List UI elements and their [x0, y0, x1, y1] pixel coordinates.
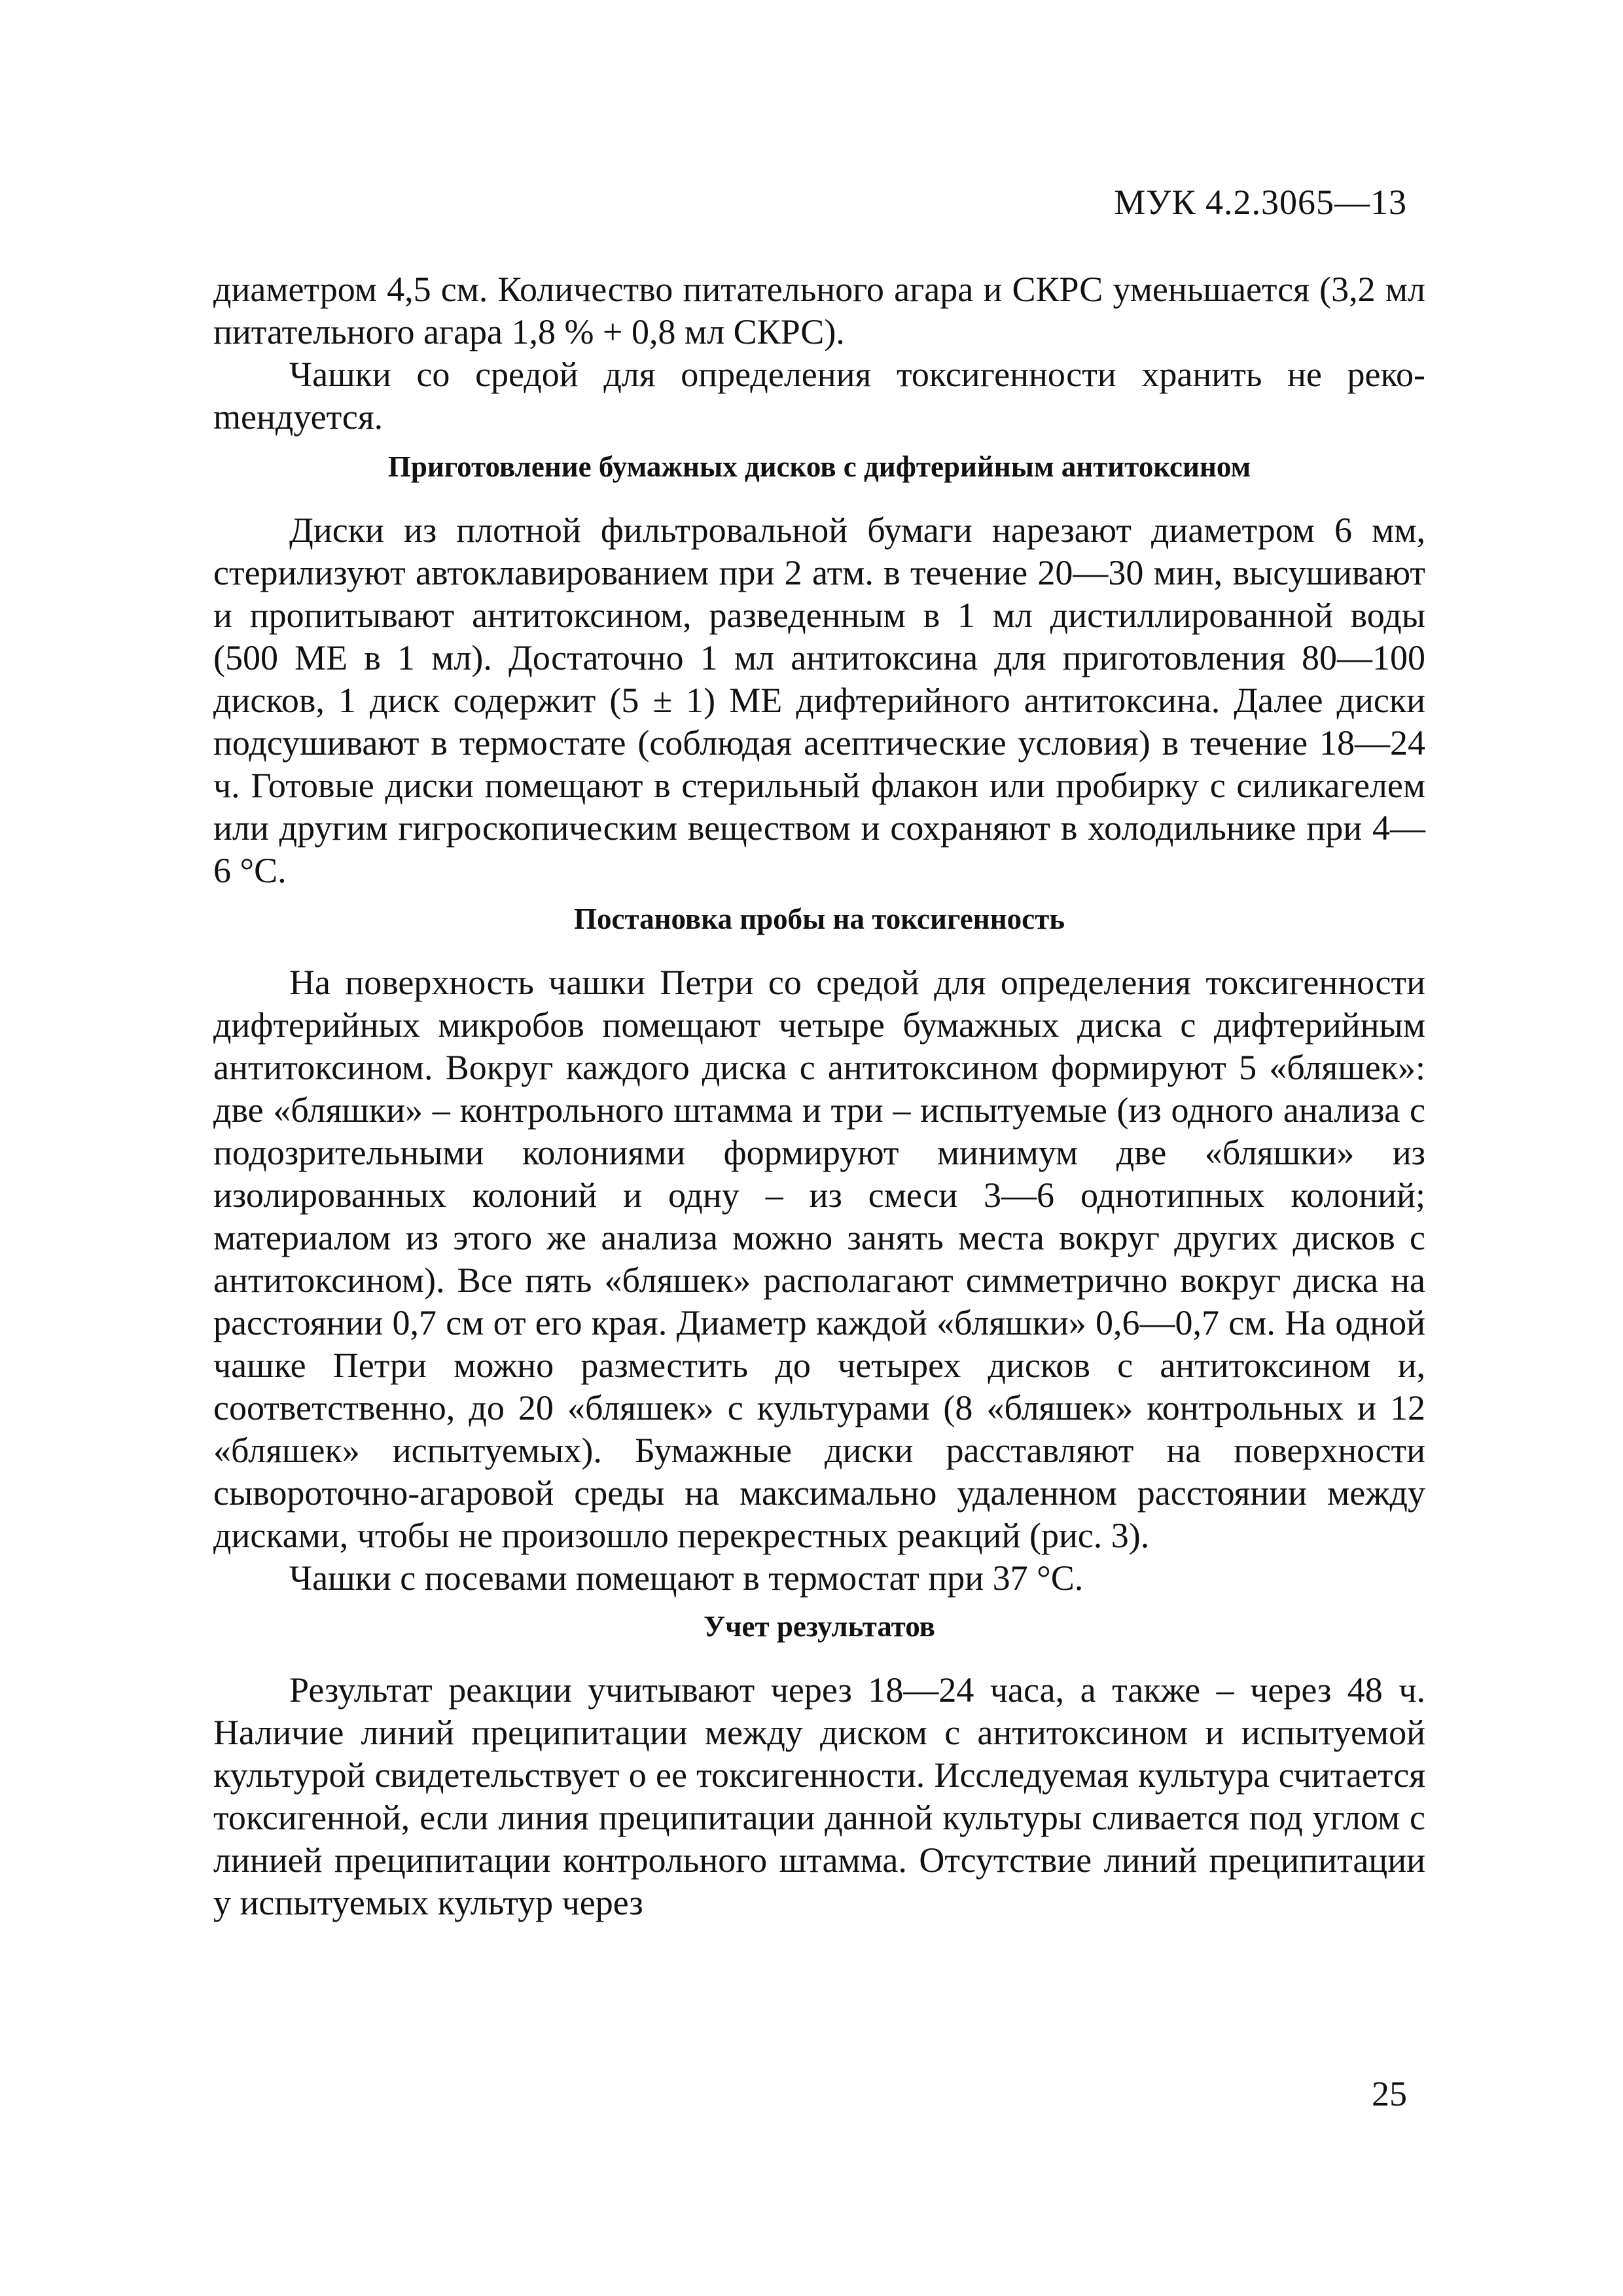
paragraph-test-procedure: На поверхность чашки Петри со средой для определения токсигенности дифтерийных микробов помещают четыре бумажных диска с дифтерийным антитоксином. Вокруг каждого диска с антитоксином формируют 5 «бляшек»: две «бляшки» – контрольного штамма и три – испытуемые (из одного анализа с подозрительными колониями формируют минимум две «бляшки» из изолированных колоний и одну – из смеси 3—6 однотипных колоний; материалом из этого же анализа можно занять места вокруг других дисков с антитоксином). Все пять «бляшек» располагают симметрично вокруг диска на расстоянии 0,7 см от его края. Диаметр каждой «бляшки» 0,6—0,7 см. На одной чашке Петри можно разместить до четырех дисков с антитоксином и, соответственно, до 20 «бляшек» с культурами (8 «бляшек» контрольных и 12 «бляшек» испытуемых). Бумажные диски расставляют на поверхности сывороточно-агаровой среды на максимально удаленном расстоянии между дисками, чтобы не произошло перекрестных реакций (рис. 3).	[213, 963, 1425, 1555]
paragraph-continued: диаметром 4,5 см. Количество питательного агара и СКРС уменьшается (3,2 мл питательного агара 1,8 % + 0,8 мл СКРС).	[213, 270, 1425, 351]
paragraph-incubation: Чашки с посевами помещают в термостат при 37 °С.	[289, 1558, 1084, 1598]
paragraph-disk-preparation: Диски из плотной фильтровальной бумаги нарезают диаметром 6 мм, стерилизуют автоклавированием при 2 атм. в течение 20—30 мин, высушивают и пропитывают антитоксином, разведенным в 1 мл дистиллированной воды (500 МЕ в 1 мл). Достаточно 1 мл антитоксина для приготовления 80—100 дисков, 1 диск содержит (5 ± 1) МЕ дифтерийного антитоксина. Далее диски подсушивают в термостате (соблюдая асептические условия) в течение 18—24 ч. Готовые диски помещают в стерильный флакон или пробирку с силикагелем или другим гигроскопическим веществом и сохраняют в холодильнике при 4—6 °С.	[213, 511, 1425, 890]
section-heading-toxigenicity-test: Постановка пробы на токсигенность	[573, 903, 1065, 935]
document-code: МУК 4.2.3065—13	[1114, 183, 1407, 222]
paragraph-storage-note: Чашки со средой для определения токсигенности хранить не рекоmендуется.	[213, 355, 1425, 437]
page-body	[213, 268, 1425, 1924]
page-number: 25	[1372, 2074, 1407, 2113]
paragraph-results: Результат реакции учитывают через 18—24 часа, а также – через 48 ч. Наличие линий преципитации между диском с антитоксином и испытуемой культурой свидетельствует о ее токсигенности. Исследуемая культура считается токсигенной, если линия преципитации данной культуры сливается под углом с линией преципитации контрольного штамма. Отсутствие линий преципитации у испытуемых культур через	[213, 1670, 1425, 1922]
section-heading-disk-preparation: Приготовление бумажных дисков с дифтерийным антитоксином	[387, 450, 1251, 483]
section-heading-results: Учет результатов	[704, 1610, 935, 1643]
